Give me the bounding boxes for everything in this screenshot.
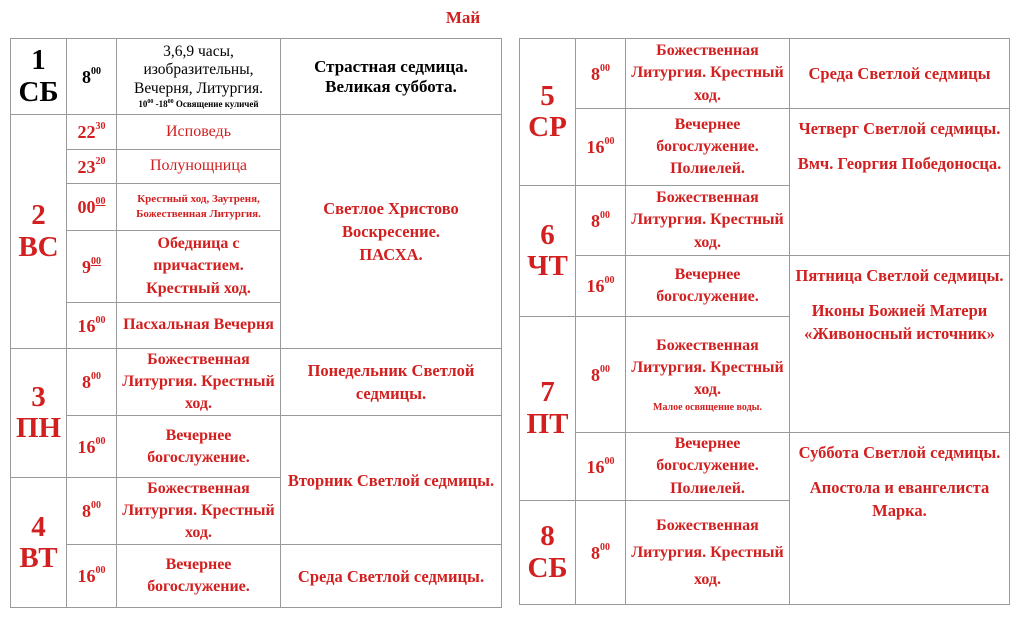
time-cell xyxy=(67,115,117,150)
day-cell xyxy=(520,317,576,501)
service-cell: Божественная Литургия. Крестный ход. xyxy=(117,349,281,416)
page-title: Май xyxy=(445,8,481,27)
time-minutes: 00 xyxy=(600,62,610,74)
time-hour: 23 xyxy=(77,156,96,177)
time-minutes: 00 xyxy=(604,455,615,467)
event-cell: Среда Светлой седмицы. xyxy=(281,545,502,608)
table-row xyxy=(520,39,1010,109)
service-cell: Пасхальная Вечерня xyxy=(117,303,281,349)
service-cell xyxy=(626,317,790,433)
time-hour: 8 xyxy=(591,63,600,84)
event-cell: Вторник Светлой седмицы. xyxy=(281,416,502,545)
time-minutes: 00 xyxy=(95,435,106,447)
time-minutes: 20 xyxy=(95,155,106,167)
day-cell xyxy=(520,501,576,605)
service-note: Малое освящение воды. xyxy=(653,402,762,414)
time-cell xyxy=(576,256,626,317)
event-line: Великая суббота. xyxy=(325,76,457,96)
event-line: Суббота Светлой седмицы. xyxy=(798,443,1001,462)
day-cell xyxy=(11,115,67,349)
time-minutes: 00 xyxy=(600,541,610,553)
time-hour: 16 xyxy=(77,566,96,587)
event-line: Четверг Светлой седмицы. xyxy=(798,119,1001,138)
event-line: Апостола и евангелиста Марка. xyxy=(809,478,990,521)
time-cell xyxy=(576,501,626,605)
time-hour: 16 xyxy=(586,456,605,477)
service-cell xyxy=(117,39,281,115)
service-cell: Обедница с причастием. Крестный ход. xyxy=(117,231,281,303)
service-cell: Исповедь xyxy=(117,115,281,150)
table-row xyxy=(11,39,502,115)
table-row xyxy=(520,256,1010,317)
time-minutes: 00 xyxy=(600,363,610,375)
day-number: 4 xyxy=(31,510,46,543)
event-line: Вмч. Георгия Победоносца. xyxy=(797,154,1002,174)
day-name: СР xyxy=(528,111,567,143)
time-cell xyxy=(576,317,626,433)
time-cell xyxy=(67,416,117,478)
table-row xyxy=(11,115,502,150)
time-hour: 16 xyxy=(586,276,605,296)
table-row xyxy=(520,109,1010,186)
day-name: СБ xyxy=(18,75,59,108)
day-number: 5 xyxy=(540,79,555,112)
event-line: Светлое Христово xyxy=(323,198,459,218)
time-hour: 16 xyxy=(77,315,96,336)
service-cell: Вечернее богослужение. Полиелей. xyxy=(626,433,790,501)
time-hour: 8 xyxy=(591,364,600,385)
time-minutes: 00 xyxy=(95,196,106,207)
event-cell xyxy=(790,109,1010,256)
time-minutes: 00 xyxy=(604,275,615,286)
time-cell xyxy=(67,39,117,115)
service-cell: Вечернее богослужение. Полиелей. xyxy=(626,109,790,186)
time-hour: 8 xyxy=(591,210,600,231)
time-hour: 16 xyxy=(77,436,96,457)
time-minutes: 00 xyxy=(91,255,101,267)
time-minutes: 00 xyxy=(91,500,101,512)
time-hour: 8 xyxy=(82,66,91,87)
table-row xyxy=(11,545,502,608)
event-cell xyxy=(790,433,1010,605)
time-cell xyxy=(67,150,117,184)
time-minutes: 00 xyxy=(600,209,610,221)
event-cell xyxy=(281,39,502,115)
service-cell: Божественная Литургия. Крестный ход. xyxy=(626,39,790,109)
time-minutes: 00 xyxy=(604,136,615,147)
time-hour: 8 xyxy=(82,372,91,393)
service-note: $10^{00}$ $-18^{00}$ Освящение куличей xyxy=(138,98,259,109)
event-cell: Среда Светлой седмицы xyxy=(790,39,1010,109)
time-cell xyxy=(576,433,626,501)
service-cell: Божественная Литургия. Крестный ход. xyxy=(117,478,281,545)
service-cell: Божественная Литургия. Крестный ход. xyxy=(626,186,790,256)
schedule-table-right xyxy=(519,38,1010,605)
day-name: ЧТ xyxy=(527,250,568,282)
time-cell xyxy=(576,109,626,186)
service-cell: Вечернее богослужение. xyxy=(117,545,281,608)
table-row xyxy=(520,433,1010,501)
time-minutes: 00 xyxy=(91,371,101,383)
day-cell xyxy=(11,39,67,115)
event-cell xyxy=(281,115,502,349)
day-number: 1 xyxy=(31,44,46,77)
day-name: СБ xyxy=(527,551,568,584)
event-line: Иконы Божией Матери «Живоносный источник» xyxy=(804,301,995,344)
day-name: ПТ xyxy=(526,407,569,440)
day-number: 8 xyxy=(540,520,555,553)
table-row xyxy=(11,416,502,478)
day-name: ПН xyxy=(15,412,62,445)
time-cell xyxy=(67,231,117,303)
day-cell xyxy=(520,39,576,186)
time-hour: 00 xyxy=(77,197,96,217)
time-cell xyxy=(67,545,117,608)
event-cell xyxy=(790,256,1010,433)
day-number: 3 xyxy=(31,380,46,413)
time-cell xyxy=(576,39,626,109)
time-minutes: 00 xyxy=(91,65,101,77)
event-line: Пятница Светлой седмицы. xyxy=(795,266,1004,285)
day-cell xyxy=(520,186,576,317)
service-text: Божественная Литургия. Крестный ход. xyxy=(631,336,784,399)
service-cell: Крестный ход, Заутреня, Божественная Литургия. xyxy=(117,184,281,231)
event-line: Воскресение. xyxy=(341,221,441,241)
event-cell: Понедельник Светлой седмицы. xyxy=(281,349,502,416)
day-name: ВТ xyxy=(19,541,58,574)
service-text: 3,6,9 часы, изобразительны, Вечерня, Литургия. xyxy=(134,42,263,97)
time-hour: 16 xyxy=(586,137,605,157)
time-cell xyxy=(67,303,117,349)
time-hour: 9 xyxy=(82,256,91,277)
service-cell: Божественная Литургия. Крестный ход. xyxy=(626,501,790,605)
time-hour: 8 xyxy=(591,542,600,563)
time-cell xyxy=(67,184,117,231)
day-number: 2 xyxy=(31,199,46,232)
schedule-table-left xyxy=(10,38,502,608)
time-hour: 22 xyxy=(77,122,96,142)
time-minutes: 00 xyxy=(95,314,106,326)
service-cell: Вечернее богослужение. xyxy=(117,416,281,478)
day-number: 6 xyxy=(540,218,555,251)
time-cell xyxy=(576,186,626,256)
time-cell xyxy=(67,349,117,416)
time-minutes: 30 xyxy=(95,121,106,132)
service-cell: Полунощница xyxy=(117,150,281,184)
event-line: ПАСХА. xyxy=(359,245,423,265)
table-row xyxy=(11,349,502,416)
day-cell xyxy=(11,478,67,608)
time-cell xyxy=(67,478,117,545)
service-cell: Вечернее богослужение. xyxy=(626,256,790,317)
time-minutes: 00 xyxy=(95,565,106,577)
time-hour: 8 xyxy=(82,501,91,522)
event-line: Страстная седмица. xyxy=(314,56,468,76)
day-cell xyxy=(11,349,67,478)
day-name: ВС xyxy=(18,230,59,263)
day-number: 7 xyxy=(540,376,555,409)
